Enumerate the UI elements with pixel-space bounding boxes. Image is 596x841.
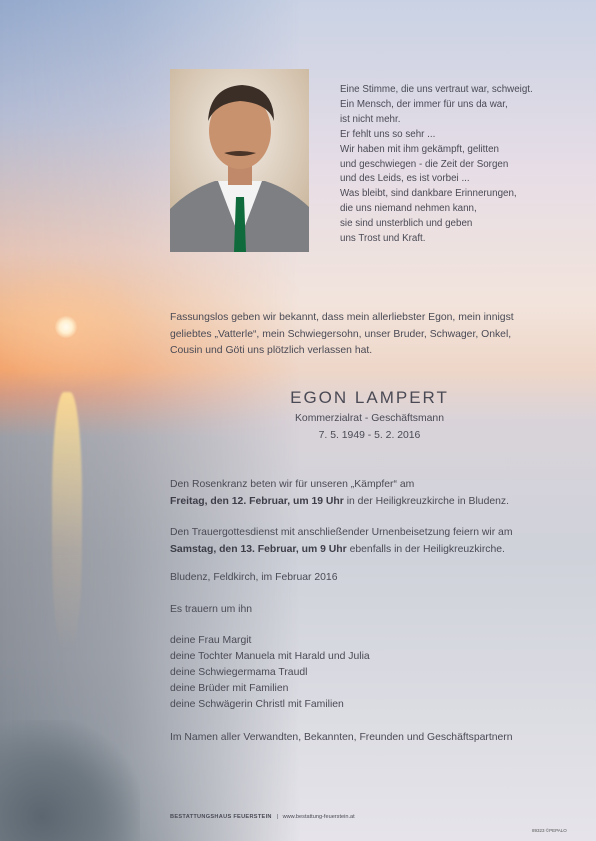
footer (170, 814, 355, 820)
deceased-dates: 7. 5. 1949 - 5. 2. 2016 (318, 430, 421, 441)
poem (340, 83, 533, 247)
deceased-name: EGON LAMPERT (290, 388, 449, 407)
poem-line: Er fehlt uns so sehr ... (340, 128, 436, 140)
service-notice (170, 524, 513, 558)
deceased-title: Kommerzialrat - Geschäftsmann (295, 413, 444, 424)
poem-line: Wir haben mit ihm gekämpft, gelitten (340, 143, 499, 155)
poem-line: sie sind unsterblich und geben (340, 218, 473, 230)
service-place: ebenfalls in der Heiligkreuzkirche. (346, 544, 505, 555)
mourner: deine Schwiegermama Traudl (170, 667, 308, 678)
place-date: Bludenz, Feldkirch, im Februar 2016 (170, 572, 338, 583)
announcement-line: geliebtes „Vatterle“, mein Schwiegersohn, unser Bruder, Schwager, Onkel, (170, 328, 512, 340)
service-date: Samstag, den 13. Februar, um 9 Uhr (170, 544, 347, 555)
print-code: 89323 ©PEPALO (532, 828, 567, 833)
service-line: Den Trauergottesdienst mit anschließender Urnenbeisetzung feiern wir am (170, 527, 513, 538)
announcement-line: Cousin und Göti uns plötzlich verlassen hat. (170, 345, 373, 356)
poem-line: und geschwiegen - die Zeit der Sorgen (340, 158, 509, 170)
announcement (170, 310, 530, 360)
funeral-home-name: BESTATTUNGSHAUS FEUERSTEIN (170, 814, 272, 820)
poem-line: Eine Stimme, die uns vertraut war, schweigt. (340, 84, 533, 95)
poem-line: Was bleibt, sind dankbare Erinnerungen, (340, 188, 517, 200)
mourners-list (170, 633, 370, 713)
mourner: deine Schwägerin Christl mit Familien (170, 699, 344, 710)
poem-line: und des Leids, es ist vorbei ... (340, 173, 470, 185)
poem-line: Ein Mensch, der immer für uns da war, (340, 98, 508, 110)
mourner: deine Frau Margit (170, 635, 252, 646)
poem-line: ist nicht mehr. (340, 113, 401, 125)
rosary-notice (170, 476, 509, 510)
closing-line: Im Namen aller Verwandten, Bekannten, Freunden und Geschäftspartnern (170, 732, 513, 743)
mourner: deine Brüder mit Familien (170, 683, 289, 694)
funeral-home-url[interactable]: www.bestattung-feuerstein.at (282, 814, 355, 820)
rosary-place: in der Heiligkreuzkirche in Bludenz. (343, 496, 509, 507)
rosary-line: Den Rosenkranz beten wir für unseren „Kämpfer“ am (170, 479, 415, 490)
mourners-intro: Es trauern um ihn (170, 604, 253, 615)
announcement-line: Fassungslos geben wir bekannt, dass mein allerliebster Egon, mein innigst (170, 312, 514, 323)
rosary-date: Freitag, den 12. Februar, um 19 Uhr (170, 496, 344, 507)
footer-separator: | (276, 814, 278, 820)
poem-line: die uns niemand nehmen kann, (340, 203, 477, 215)
mourner: deine Tochter Manuela mit Harald und Julia (170, 651, 370, 662)
portrait-photo (170, 69, 309, 252)
sun (55, 316, 77, 338)
shore-rock (0, 720, 140, 841)
poem-line: uns Trost und Kraft. (340, 233, 426, 245)
